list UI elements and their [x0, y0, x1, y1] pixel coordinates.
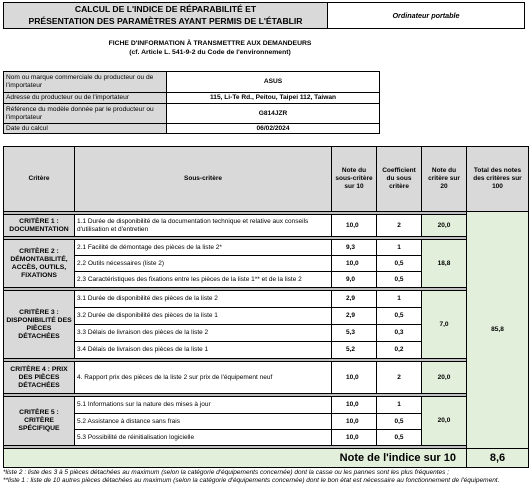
sub-note: 10,0: [332, 397, 377, 414]
sub-note: 10,0: [332, 414, 377, 430]
product-type: Ordinateur portable: [328, 2, 525, 29]
repairability-table: [3, 146, 529, 468]
sub-coef: 0,5: [377, 308, 422, 325]
table-row: [4, 215, 529, 237]
criterion-2-note: 18,8: [422, 240, 467, 288]
header-sous-critere: Sous-critère: [75, 147, 332, 212]
info-value: ASUS: [167, 72, 380, 93]
info-value: 06/02/2024: [167, 124, 380, 134]
sub-coef: 0,5: [377, 272, 422, 288]
sub-coef: 1: [377, 397, 422, 414]
sub-coef: 0,2: [377, 342, 422, 359]
sub-criterion: 2.2 Outils nécessaires (liste 2): [75, 256, 332, 272]
total-score: 85,8: [467, 212, 529, 449]
index-title: [3, 2, 328, 29]
criterion-1: CRITÈRE 1 : DOCUMENTATION: [4, 215, 75, 237]
sub-coef: 2: [377, 362, 422, 394]
table-row: [4, 291, 529, 308]
footnote-liste-1: **liste 1 : liste de 10 autres pièces détachées au maximum (selon la catégorie d'équipements concernée) dont le bon état est nécessaire au fonctionnement de l'équipement.: [3, 477, 500, 485]
header-coef: Coefficient du sous critère: [377, 147, 422, 212]
sub-criterion: 2.1 Facilité de démontage des pièces de la liste 2*: [75, 240, 332, 256]
sub-note: 10,0: [332, 215, 377, 237]
info-value: G814JZR: [167, 104, 380, 124]
sub-note: 10,0: [332, 362, 377, 394]
producer-info-table: [3, 71, 380, 134]
info-row: [4, 72, 380, 93]
header-note10: Note du sous-critère sur 10: [332, 147, 377, 212]
sub-note: 5,3: [332, 325, 377, 342]
info-row: [4, 93, 380, 104]
fiche-line-2: (cf. Article L. 541-9-2 du Code de l'environnement): [129, 49, 291, 56]
final-score-label: Note de l'indice sur 10: [4, 449, 467, 468]
sub-note: 10,0: [332, 430, 377, 446]
sub-criterion: 2.3 Caractéristiques des fixations entre les pièces de la liste 1** et de la liste 2: [75, 272, 332, 288]
info-label: Adresse du producteur ou de l'importateur: [4, 93, 167, 104]
footnotes: [3, 469, 527, 486]
table-row: [4, 397, 529, 414]
fiche-line-1: FICHE D'INFORMATION À TRANSMETTRE AUX DEMANDEURS: [108, 40, 312, 47]
header-note20: Note du critère sur 20: [422, 147, 467, 212]
sub-coef: 1: [377, 240, 422, 256]
criterion-2: CRITÈRE 2 : DÉMONTABILITÉ, ACCÈS, OUTILS, FIXATIONS: [4, 240, 75, 288]
footnote-liste-2: *liste 2 : liste des 3 à 5 pièces détachées au maximum (selon la catégorie d'équipements concernée) dont la casse ou les pannes sont les plus fréquentes ;: [3, 469, 450, 476]
sub-coef: 0,3: [377, 325, 422, 342]
criterion-1-note: 20,0: [422, 215, 467, 237]
sub-criterion: 3.4 Délais de livraison des pièces de la liste 1: [75, 342, 332, 359]
info-row: [4, 104, 380, 124]
sub-coef: 0,5: [377, 256, 422, 272]
sub-criterion: 3.2 Durée de disponibilité des pièces de la liste 1: [75, 308, 332, 325]
sub-criterion: 5.1 Informations sur la nature des mises à jour: [75, 397, 332, 414]
sub-note: 9,0: [332, 272, 377, 288]
fiche-heading: [60, 39, 360, 57]
criterion-3-note: 7,0: [422, 291, 467, 359]
criterion-4: CRITÈRE 4 : PRIX DES PIÈCES DÉTACHÉES: [4, 362, 75, 394]
sub-criterion: 4. Rapport prix des pièces de la liste 2 sur prix de l'équipement neuf: [75, 362, 332, 394]
info-value: 115, Li-Te Rd., Peitou, Taipei 112, Taiwan: [167, 93, 380, 104]
info-row: [4, 124, 380, 134]
criterion-5-note: 20,0: [422, 397, 467, 446]
table-row: [4, 362, 529, 394]
sub-coef: 0,5: [377, 430, 422, 446]
title-line-1: CALCUL DE L'INDICE DE RÉPARABILITÉ ET: [74, 4, 257, 14]
final-score-row: [4, 449, 529, 468]
info-label: Référence du modèle donnée par le producteur ou l'importateur: [4, 104, 167, 124]
title-line-2: PRÉSENTATION DES PARAMÈTRES AYANT PERMIS DE L'ÉTABLIR: [28, 15, 303, 26]
criterion-5: CRITÈRE 5 : CRITÈRE SPÉCIFIQUE: [4, 397, 75, 446]
sub-criterion: 3.1 Durée de disponibilité des pièces de la liste 2: [75, 291, 332, 308]
sub-coef: 0,5: [377, 414, 422, 430]
criterion-4-note: 20,0: [422, 362, 467, 394]
sub-note: 9,3: [332, 240, 377, 256]
sub-coef: 2: [377, 215, 422, 237]
sub-note: 5,2: [332, 342, 377, 359]
sub-criterion: 5.3 Possibilité de réinitialisation logicielle: [75, 430, 332, 446]
info-label: Nom ou marque commerciale du producteur ou de l'importateur: [4, 72, 167, 93]
final-score-value: 8,6: [467, 449, 529, 468]
sub-criterion: 3.3 Délais de livraison des pièces de la liste 2: [75, 325, 332, 342]
sub-note: 2,9: [332, 308, 377, 325]
sub-note: 10,0: [332, 256, 377, 272]
sub-note: 2,9: [332, 291, 377, 308]
header-total: Total des notes des critères sur 100: [467, 147, 529, 212]
header-critere: Critère: [4, 147, 75, 212]
sub-criterion: 1.1 Durée de disponibilité de la documentation technique et relative aux conseils d'utilisation et d'entretien: [75, 215, 332, 237]
table-header-row: [4, 147, 529, 212]
sub-coef: 1: [377, 291, 422, 308]
table-row: [4, 240, 529, 256]
info-label: Date du calcul: [4, 124, 167, 134]
sub-criterion: 5.2 Assistance à distance sans frais: [75, 414, 332, 430]
criterion-3: CRITÈRE 3 : DISPONIBILITÉ DES PIÈCES DÉTACHÉES: [4, 291, 75, 359]
